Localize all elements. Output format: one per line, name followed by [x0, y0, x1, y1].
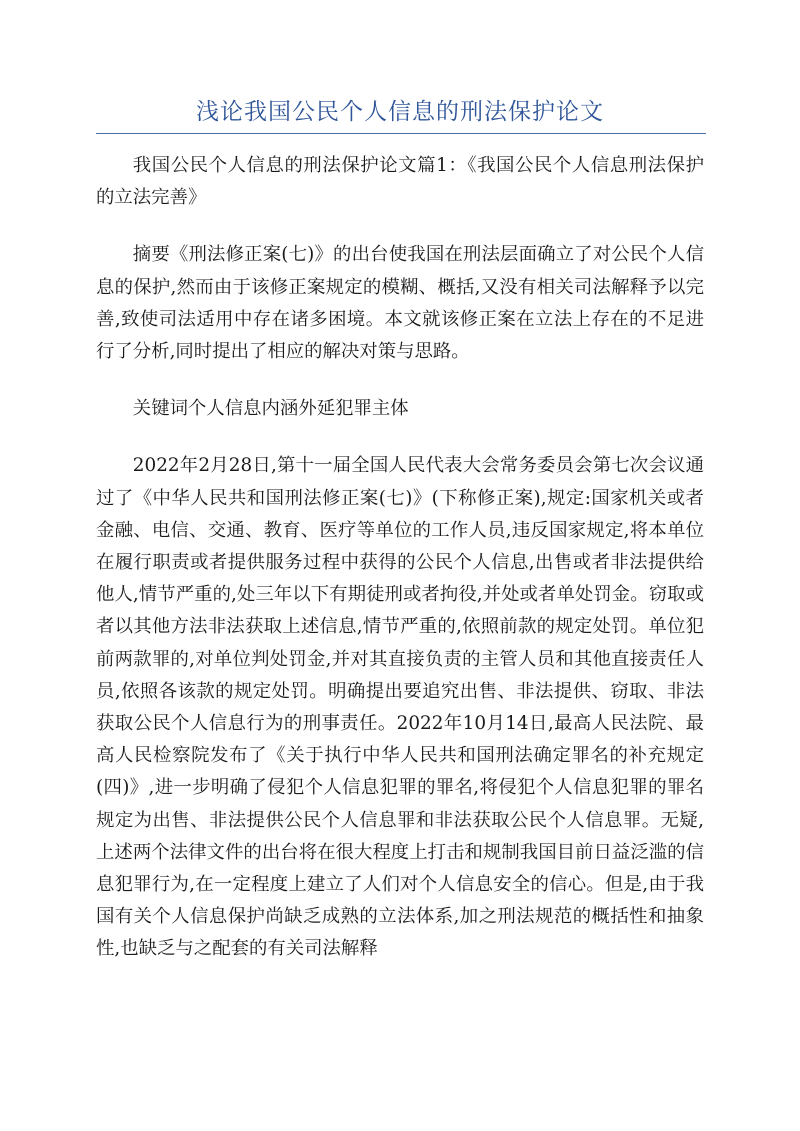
document-title: 浅论我国公民个人信息的刑法保护论文	[196, 99, 604, 125]
paragraph-main-text: 2022年2月28日,第十一届全国人民代表大会常务委员会第七次会议通过了《中华人民共和国刑法修正案(七)》(下称修正案),规定:国家机关或者金融、电信、交通、教育、医疗等单位的工作人员,违反国家规定,将本单位在履行职责或者提供服务过程中获得的公民个人信息,出售或者非法提供给他人,情节严重的,处三年以下有期徒刑或者拘役,并处或者单处罚金。窃取或者以其他方法非法获取上述信息,情节严重的,依照前款的规定处罚。单位犯前两款罪的,对单位判处罚金,并对其直接负责的主管人员和其他直接责任人员,依照各该款的规定处罚。明确提出要追究出售、非法提供、窃取、非法获取公民个人信息行为的刑事责任。2022年10月14日,最高人民法院、最高人民检察院发布了《关于执行中华人民共和国刑法确定罪名的补充规定(四)》,进一步明确了侵犯个人信息犯罪的罪名,将侵犯个人信息犯罪的罪名规定为出售、非法提供公民个人信息罪和非法获取公民个人信息罪。无疑,上述两个法律文件的出台将在很大程度上打击和规制我国目前日益泛滥的信息犯罪行为,在一定程度上建立了人们对个人信息安全的信心。但是,由于我国有关个人信息保护尚缺乏成熟的立法体系,加之刑法规范的概括性和抽象性,也缺乏与之配套的有关司法解释	[96, 455, 704, 960]
paragraph-abstract: 摘要《刑法修正案(七)》的出台使我国在刑法层面确立了对公民个人信息的保护,然而由于该修正案规定的模糊、概括,又没有相关司法解释予以完善,致使司法适用中存在诸多困境。本文就该修正案在立法上存在的不足进行了分析,同时提出了相应的解决对策与思路。	[96, 244, 704, 363]
paragraph-keywords: 关键词个人信息内涵外延犯罪主体	[132, 398, 409, 420]
document-body	[96, 150, 704, 966]
paragraph-article-heading: 我国公民个人信息的刑法保护论文篇1：《我国公民个人信息刑法保护的立法完善》	[96, 155, 704, 209]
title-underline	[96, 133, 706, 134]
